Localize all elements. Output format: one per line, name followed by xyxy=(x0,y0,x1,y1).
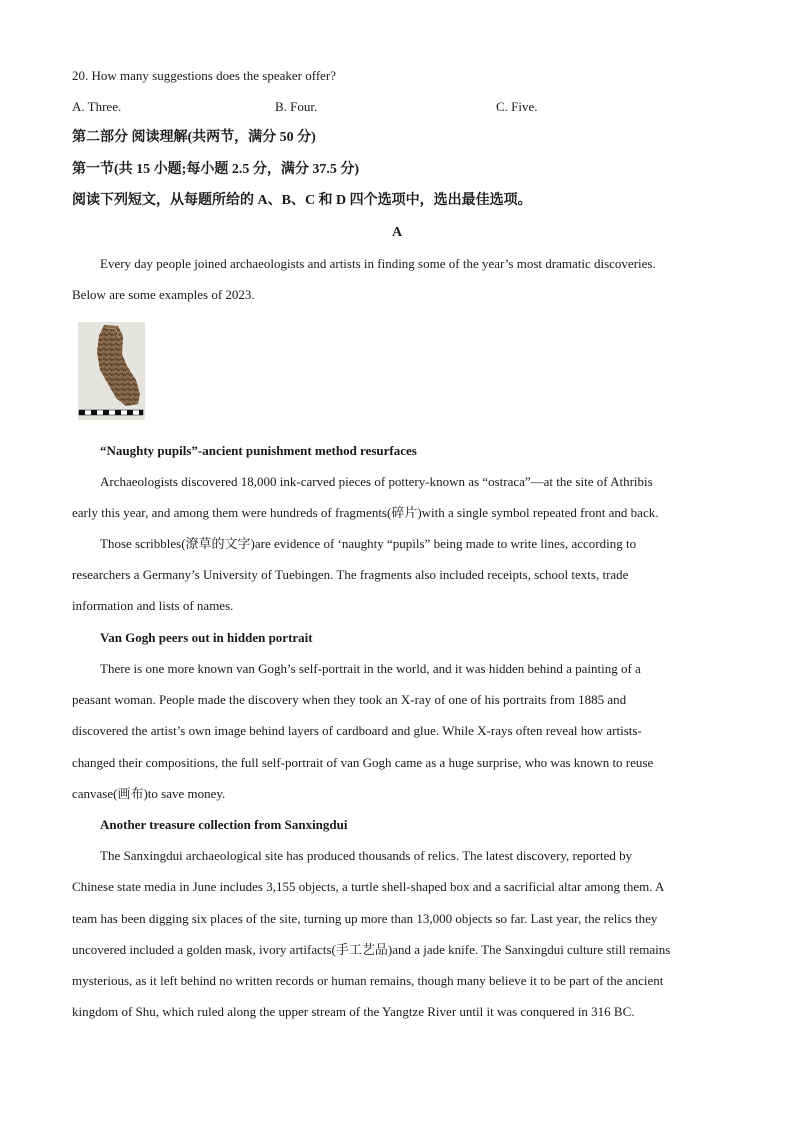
article-line: information and lists of names. xyxy=(72,598,234,613)
ostraca-photo xyxy=(78,322,145,420)
article-line: Archaeologists discovered 18,000 ink-carved pieces of pottery-known as “ostraca”—at the site of Athribis xyxy=(100,474,653,489)
article-line: peasant woman. People made the discovery when they took an X-ray of one of his portraits from 1885 and xyxy=(72,692,627,707)
article-heading: “Naughty pupils”-ancient punishment method resurfaces xyxy=(100,443,417,458)
article-line: Those scribbles(潦草的文字)are evidence of ‘naughty “pupils” being made to write lines, according to xyxy=(100,536,637,551)
article-line: There is one more known van Gogh’s self-portrait in the world, and it was hidden behind a painting of a xyxy=(100,661,641,676)
article-line: kingdom of Shu, which ruled along the upper stream of the Yangtze River until it was conquered in 316 BC. xyxy=(72,1004,635,1019)
intro-line: Below are some examples of 2023. xyxy=(72,287,255,302)
article-line: The Sanxingdui archaeological site has produced thousands of relics. The latest discovery, reported by xyxy=(100,848,633,863)
article-line: team has been digging six places of the site, turning up more than 13,000 objects so far. Last year, the relics they xyxy=(72,911,658,926)
article-line: uncovered included a golden mask, ivory artifacts(手工艺品)and a jade knife. The Sanxingdui culture still remains xyxy=(72,942,671,957)
section-title: 第一节(共 15 小题;每小题 2.5 分，满分 37.5 分) xyxy=(72,162,359,177)
pottery-fragment-image xyxy=(78,322,145,420)
option-c: C. Five. xyxy=(496,99,538,114)
article-line: researchers a Germany’s University of Tuebingen. The fragments also included receipts, school texts, trade xyxy=(72,567,629,582)
intro-line: Every day people joined archaeologists and artists in finding some of the year’s most dramatic discoveries. xyxy=(100,256,656,271)
article-line: early this year, and among them were hundreds of fragments(碎片)with a single symbol repeated front and back. xyxy=(72,505,659,520)
article-line: canvase(画布)to save money. xyxy=(72,786,226,801)
question-20: 20. How many suggestions does the speaker offer? xyxy=(72,68,337,83)
article-heading: Another treasure collection from Sanxingdui xyxy=(100,817,348,832)
part-title: 第二部分 阅读理解(共两节，满分 50 分) xyxy=(72,130,316,145)
option-b: B. Four. xyxy=(275,99,318,114)
article-line: mysterious, as it left behind no written records or human remains, though many believe it to be part of the ancient xyxy=(72,973,664,988)
article-line: changed their compositions, the full self-portrait of van Gogh came as a huge surprise, who was known to reuse xyxy=(72,755,654,770)
passage-label: A xyxy=(391,225,403,240)
article-line: Chinese state media in June includes 3,155 objects, a turtle shell-shaped box and a sacrificial altar among them. A xyxy=(72,879,665,894)
option-a: A. Three. xyxy=(72,99,122,114)
instruction: 阅读下列短文，从每题所给的 A、B、C 和 D 四个选项中，选出最佳选项。 xyxy=(72,193,532,208)
article-heading: Van Gogh peers out in hidden portrait xyxy=(100,630,313,645)
article-line: discovered the artist’s own image behind layers of cardboard and glue. While X-rays often reveal how artists- xyxy=(72,723,642,738)
